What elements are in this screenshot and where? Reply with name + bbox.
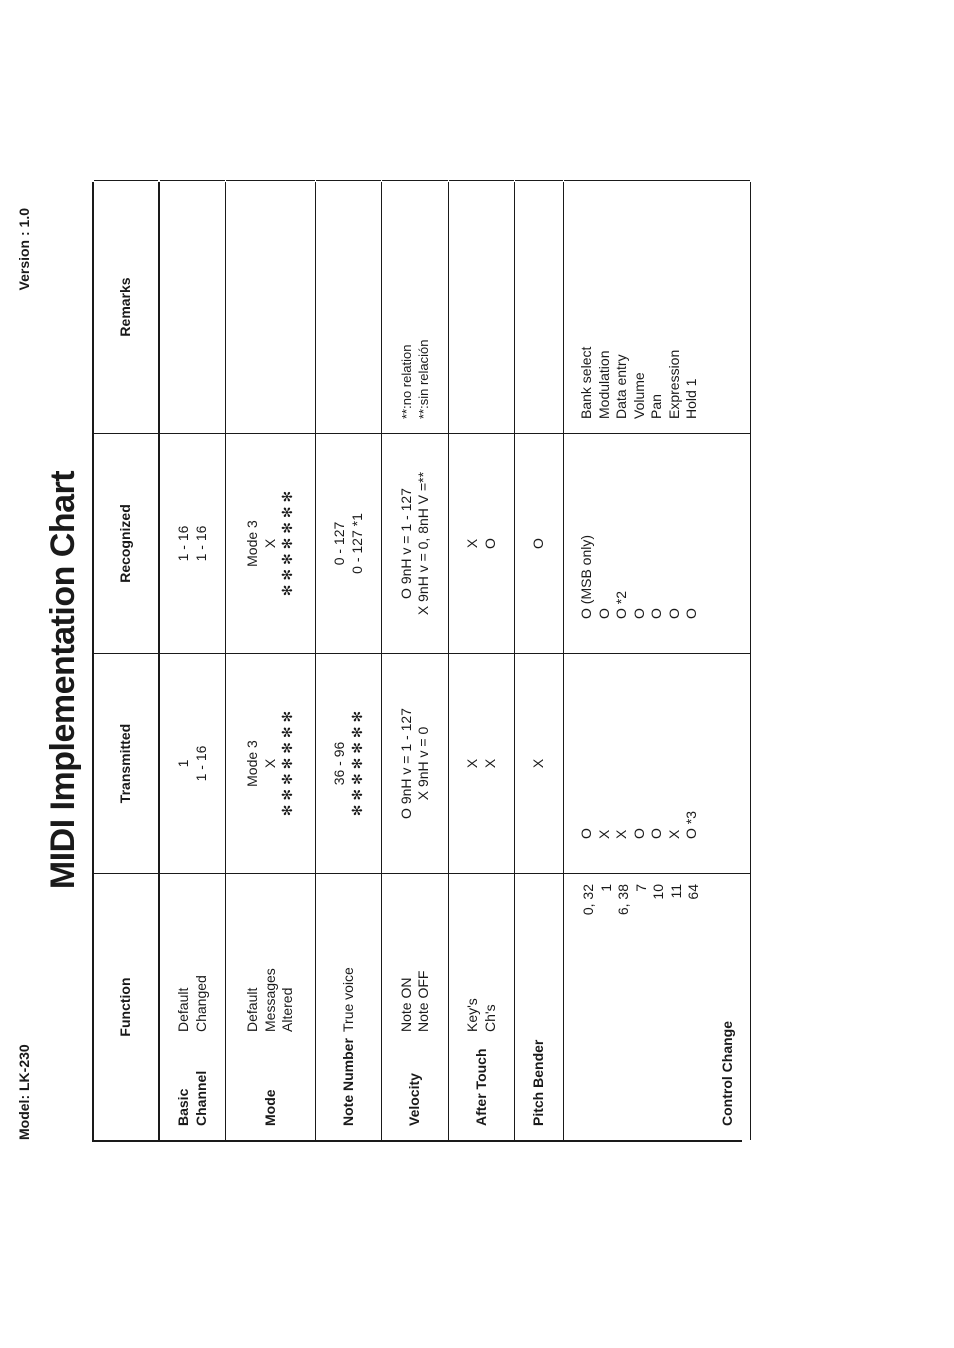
row-mode — [226, 182, 316, 1140]
remarks-cell — [515, 180, 563, 433]
remarks-cell — [226, 180, 315, 433]
transmitted-cell: O 9nH v = 1 - 127 X 9nH v = 0 — [382, 653, 448, 873]
header-transmitted: Transmitted — [94, 653, 158, 873]
recognized-cell: O (MSB only) O O *2 O O O O — [564, 433, 750, 653]
remarks-cell — [382, 180, 448, 433]
row-basic-channel — [160, 182, 226, 1140]
function-subs: Key's Ch's — [464, 998, 498, 1032]
recognized-cell: 0 - 127 0 - 127 *1 — [316, 433, 381, 653]
header-function: Function — [94, 873, 158, 1140]
table-header-row — [94, 182, 160, 1140]
remarks-cell — [316, 180, 381, 433]
rotated-page — [0, 200, 760, 1160]
row-pitch-bender — [515, 182, 564, 1140]
function-name: Note Number — [339, 1038, 356, 1126]
function-cell — [316, 873, 381, 1140]
recognized-cell: 1 - 16 1 - 16 — [160, 433, 225, 653]
function-name: After Touch — [472, 1048, 489, 1126]
function-cell — [564, 873, 750, 1140]
function-name: Control Change — [718, 1021, 735, 1126]
transmitted-cell: Mode 3 X ✻ ✻ ✻ ✻ ✻ ✻ ✻ — [226, 653, 315, 873]
remark-line: **:no relation — [398, 344, 414, 419]
recognized-cell: O 9nH v = 1 - 127 X 9nH v = 0, 8nH V =** — [382, 433, 448, 653]
header-recognized: Recognized — [94, 433, 158, 653]
remark-line: **:sin relación — [416, 339, 431, 419]
version-label: Version : 1.0 — [16, 208, 32, 291]
remarks-cell — [160, 180, 225, 433]
function-cell — [160, 873, 225, 1140]
page-title: MIDI Implementation Chart — [44, 470, 82, 890]
midi-implementation-table — [92, 182, 742, 1142]
function-name: Mode — [261, 1089, 278, 1126]
recognized-cell: O — [515, 433, 563, 653]
model-label: Model: LK-230 — [16, 1044, 32, 1140]
controller-numbers: 0, 32 1 6, 38 7 10 11 64 — [580, 884, 701, 916]
function-subs: True voice — [339, 967, 356, 1032]
row-note-number — [316, 182, 382, 1140]
transmitted-cell: X X — [449, 653, 514, 873]
row-velocity — [382, 182, 449, 1140]
remarks-cell: Bank select Modulation Data entry Volume Pan Expression Hold 1 — [564, 180, 750, 433]
transmitted-cell: X — [515, 653, 563, 873]
header-remarks: Remarks — [94, 180, 158, 433]
remarks-cell — [449, 180, 514, 433]
function-cell — [449, 873, 514, 1140]
function-subs: Note ON Note OFF — [397, 970, 431, 1032]
row-after-touch — [449, 182, 515, 1140]
function-name: Pitch Bender — [530, 1039, 547, 1126]
recognized-cell: X O — [449, 433, 514, 653]
recognized-cell: Mode 3 X ✻ ✻ ✻ ✻ ✻ ✻ ✻ — [226, 433, 315, 653]
function-cell — [382, 873, 448, 1140]
function-name: Basic Channel — [175, 1070, 209, 1126]
function-cell — [515, 873, 563, 1140]
transmitted-cell: O X X O O X O *3 — [564, 653, 750, 873]
row-control-change — [564, 182, 751, 1140]
function-subs: Default Messages Altered — [244, 968, 296, 1032]
function-name: Velocity — [406, 1073, 423, 1126]
transmitted-cell: 1 1 - 16 — [160, 653, 225, 873]
transmitted-cell: 36 - 96 ✻ ✻ ✻ ✻ ✻ ✻ ✻ — [316, 653, 381, 873]
function-subs: Default Changed — [175, 975, 209, 1032]
function-cell — [226, 873, 315, 1140]
